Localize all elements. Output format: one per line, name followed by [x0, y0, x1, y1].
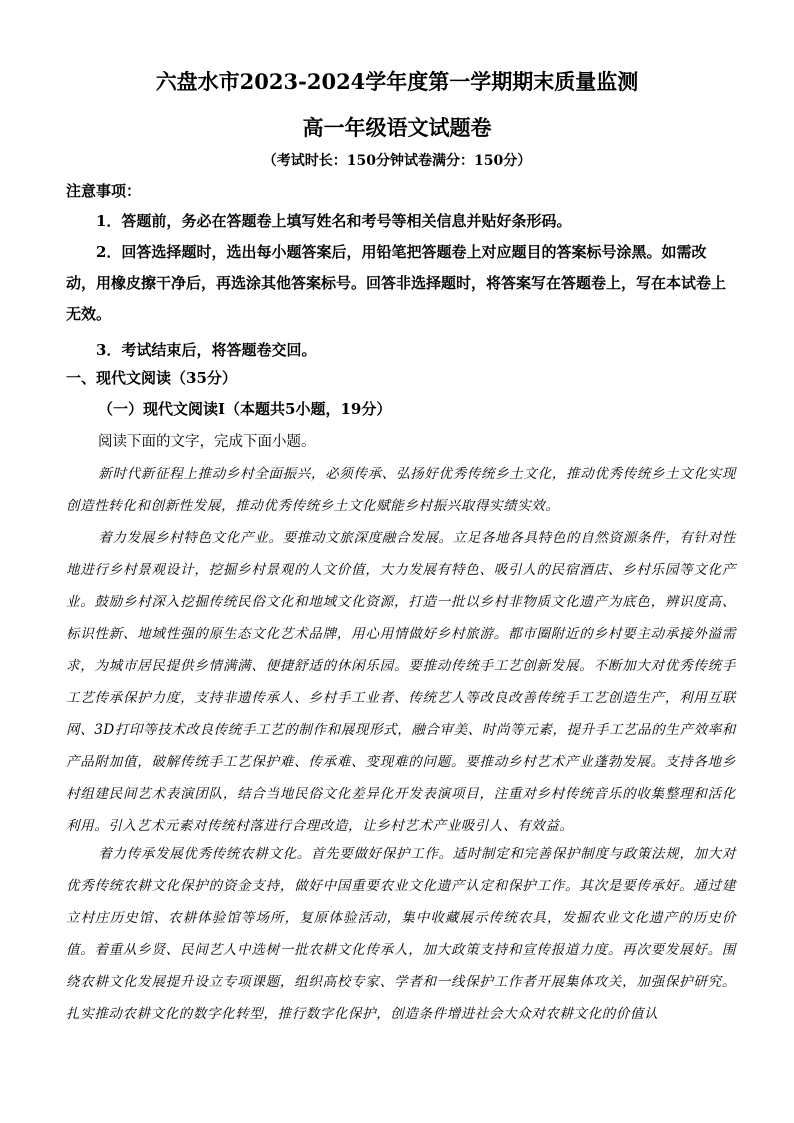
passage-paragraph: 新时代新征程上推动乡村全面振兴，必须传承、弘扬好优秀传统乡土文化，推动优秀传统乡土文化实现创造性转化和创新性发展，推动优秀传统乡土文化赋能乡村振兴取得实绩实效。: [66, 466, 736, 514]
subsection-heading: （一）现代文阅读Ⅰ（本题共5小题，19分）: [98, 400, 392, 418]
exam-title: 六盘水市2023-2024学年度第一学期期末质量监测: [155, 69, 639, 94]
exam-subtitle: 高一年级语文试题卷: [302, 115, 492, 140]
section-heading: 一、现代文阅读（35分）: [66, 369, 237, 387]
reading-instruction: 阅读下面的文字，完成下面小题。: [98, 434, 316, 450]
notice-item: 2．回答选择题时，选出每小题答案后，用铅笔把答题卷上对应题目的答案标号涂黑。如需改动，用橡皮擦干净后，再选涂其他答案标号。回答非选择题时，将答案写在答题卷上，写在本试卷上无效。: [66, 243, 727, 323]
notice-item: 1．答题前，务必在答题卷上填写姓名和考号等相关信息并贴好条形码。: [96, 212, 572, 230]
notice-heading: 注意事项：: [66, 182, 142, 200]
notice-item: 3．考试结束后，将答题卷交回。: [96, 341, 317, 359]
passage-paragraph: 着力传承发展优秀传统农耕文化。首先要做好保护工作。适时制定和完善保护制度与政策法规，加大对优秀传统农耕文化保护的资金支持，做好中国重要农业文化遗产认定和保护工作。其次是要传承好。通过建立村庄历史馆、农耕体验馆等场所，复原体验活动，集中收藏展示传统农具，发掘农业文化遗产的历史价值。着重从乡贤、民间艺人中选树一批农耕文化传承人，加大政策支持和宣传报道力度。再次要发展好。围绕农耕文化发展提升设立专项课题，组织高校专家、学者和一线保护工作者开展集体攻关，加强保护研究。扎实推动农耕文化的数字化转型，推行数字化保护，创造条件增进社会大众对农耕文化的价值认: [66, 846, 736, 1022]
exam-duration-score: （考试时长：150分钟试卷满分：150分）: [262, 153, 532, 169]
passage-paragraph: 着力发展乡村特色文化产业。要推动文旅深度融合发展。立足各地各具特色的自然资源条件，有针对性地进行乡村景观设计，挖掘乡村景观的人文价值，大力发展有特色、吸引人的民宿酒店、乡村乐园等文化产业。鼓励乡村深入挖掘传统民俗文化和地域文化资源，打造一批以乡村非物质文化遗产为底色，辨识度高、标识性新、地域性强的原生态文化艺术品牌，用心用情做好乡村旅游。都市圈附近的乡村要主动承接外溢需求，为城市居民提供乡情满满、便捷舒适的休闲乐园。要推动传统手工艺创新发展。不断加大对优秀传统手工艺传承保护力度，支持非遗传承人、乡村手工业者、传统艺人等改良改善传统手工艺创造生产，利用互联网、3D打印等技术改良传统手工艺的制作和展现形式，融合审美、时尚等元素，提升手工艺品的生产效率和产品附加值，破解传统手工艺保护难、传承难、变现难的问题。要推动乡村艺术产业蓬勃发展。支持各地乡村组建民间艺术表演团队，结合当地民俗文化差异化开发表演项目，注重对乡村传统音乐的收集整理和活化利用。引入艺术元素对传统村落进行合理改造，让乡村艺术产业吸引人、有效益。: [66, 530, 736, 834]
